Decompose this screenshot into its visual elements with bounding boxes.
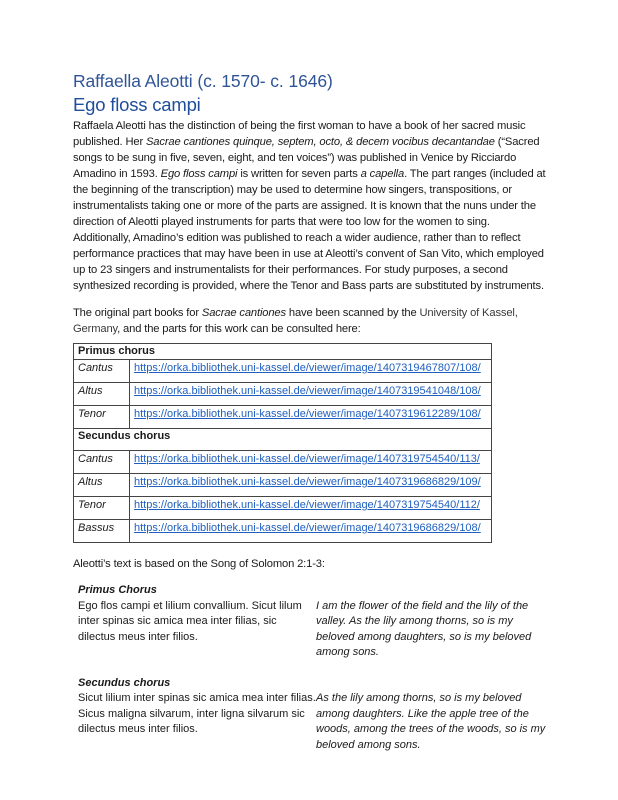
secundus-chorus-heading: Secundus chorus [74,429,492,451]
intro-italic-1: Sacrae cantiones quinque, septem, octo, & decem vocibus decantandae [146,136,495,148]
link-cell [130,520,492,543]
text-source-line: Aleotti’s text is based on the Song of Solomon 2:1-3: [73,558,325,570]
scans-text-3: , and the parts for this work can be consulted here: [117,323,361,335]
table-row [74,520,492,543]
latin-text: Sicut lilium inter spinas sic amica mea inter filias. Sicus maligna silvarum, inter ligna silvarum sic dilectus meus inter filios. [78,692,316,735]
primus-text-block [78,583,548,661]
table-row [74,406,492,429]
intro-text-4: . The part ranges (included at the beginning of the transcription) may be used to determine how singers, transpositions, or instrumentalists taking one or more of the parts are assigned. It is known that the nuns under the direction of Aleotti played instruments for parts that were too low for the women to sing. Additionally, Amadino’s edition was published to reach a wider audience, rather than to reflect performance practices that may have been in use at Aleotti’s convent of San Vito, which employed up to 23 singers and instrumentalists for their performances. For study purposes, a second synthesized recording is provided, where the Tenor and Bass parts are substituted by instruments. [73,168,546,292]
link-cell [130,383,492,406]
table-row [74,383,492,406]
part-link[interactable]: https://orka.bibliothek.uni-kassel.de/viewer/image/1407319754540/112/ [134,499,480,511]
link-cell [130,406,492,429]
text-row [78,691,548,753]
scans-paragraph [73,305,548,337]
voice-label: Altus [74,383,130,406]
link-cell [130,474,492,497]
link-cell [130,451,492,474]
intro-text-1: Raffaela Aleotti has the distinction of being the first woman to have a book of her sacred music published. Her [73,120,526,148]
part-link[interactable]: https://orka.bibliothek.uni-kassel.de/viewer/image/1407319754540/113/ [134,453,480,465]
latin-text: Ego flos campi et lilium convallium. Sicut lilum inter spinas sic amica mea inter filias, sic dilectus meus inter filios. [78,599,302,643]
link-cell [130,360,492,383]
texts-section [73,583,548,753]
part-link[interactable]: https://orka.bibliothek.uni-kassel.de/viewer/image/1407319686829/108/ [134,522,481,534]
table-section-header [74,344,492,360]
primus-chorus-heading: Primus chorus [74,344,492,360]
table-row [74,474,492,497]
voice-label: Cantus [74,451,130,474]
secundus-text-heading: Secundus chorus [78,676,171,689]
secundus-text-block [78,676,548,754]
scans-italic: Sacrae cantiones [201,307,286,319]
part-link[interactable]: https://orka.bibliothek.uni-kassel.de/viewer/image/1407319686829/109/ [134,476,481,488]
table-row [74,360,492,383]
text-row [78,599,548,661]
intro-text-2: (“Sacred songs to be sung in five, seven, eight, and ten voices”) was published in Venice by Ricciardo Amadino in 1593. [73,136,540,180]
part-books-table [73,343,492,543]
link-cell [130,497,492,520]
part-link[interactable]: https://orka.bibliothek.uni-kassel.de/viewer/image/1407319541048/108/ [134,385,481,397]
voice-label: Tenor [74,406,130,429]
voice-label: Cantus [74,360,130,383]
composer-heading: Raffaella Aleotti (c. 1570- c. 1646) [73,71,333,91]
kassel-reference: University of Kassel, Germany [73,307,518,335]
intro-italic-3: a capella [360,168,405,180]
scans-text-1: The original part books for [73,307,202,319]
work-title: Ego floss campi [73,94,201,115]
document-page [73,70,548,753]
primus-text-heading: Primus Chorus [78,584,157,596]
intro-paragraph [73,118,548,294]
scans-text-2: have been scanned by the [285,307,420,319]
part-link[interactable]: https://orka.bibliothek.uni-kassel.de/viewer/image/1407319467807/108/ [134,362,481,374]
english-translation: As the lily among thorns, so is my beloved among daughters. Like the apple tree of the woods, among the trees of the woods, so is my beloved among sons. [316,692,546,751]
voice-label: Tenor [74,497,130,520]
table-row [74,451,492,474]
table-section-header [74,429,492,451]
table-row [74,497,492,520]
voice-label: Bassus [74,520,130,543]
part-link[interactable]: https://orka.bibliothek.uni-kassel.de/viewer/image/1407319612289/108/ [134,408,481,420]
intro-italic-2: Ego floss campi [160,168,238,180]
intro-text-3: is written for seven parts [237,168,361,180]
english-translation: I am the flower of the field and the lily of the valley. As the lily among thorns, so is my beloved among daughters, so is my beloved among sons. [316,599,532,658]
voice-label: Altus [74,474,130,497]
